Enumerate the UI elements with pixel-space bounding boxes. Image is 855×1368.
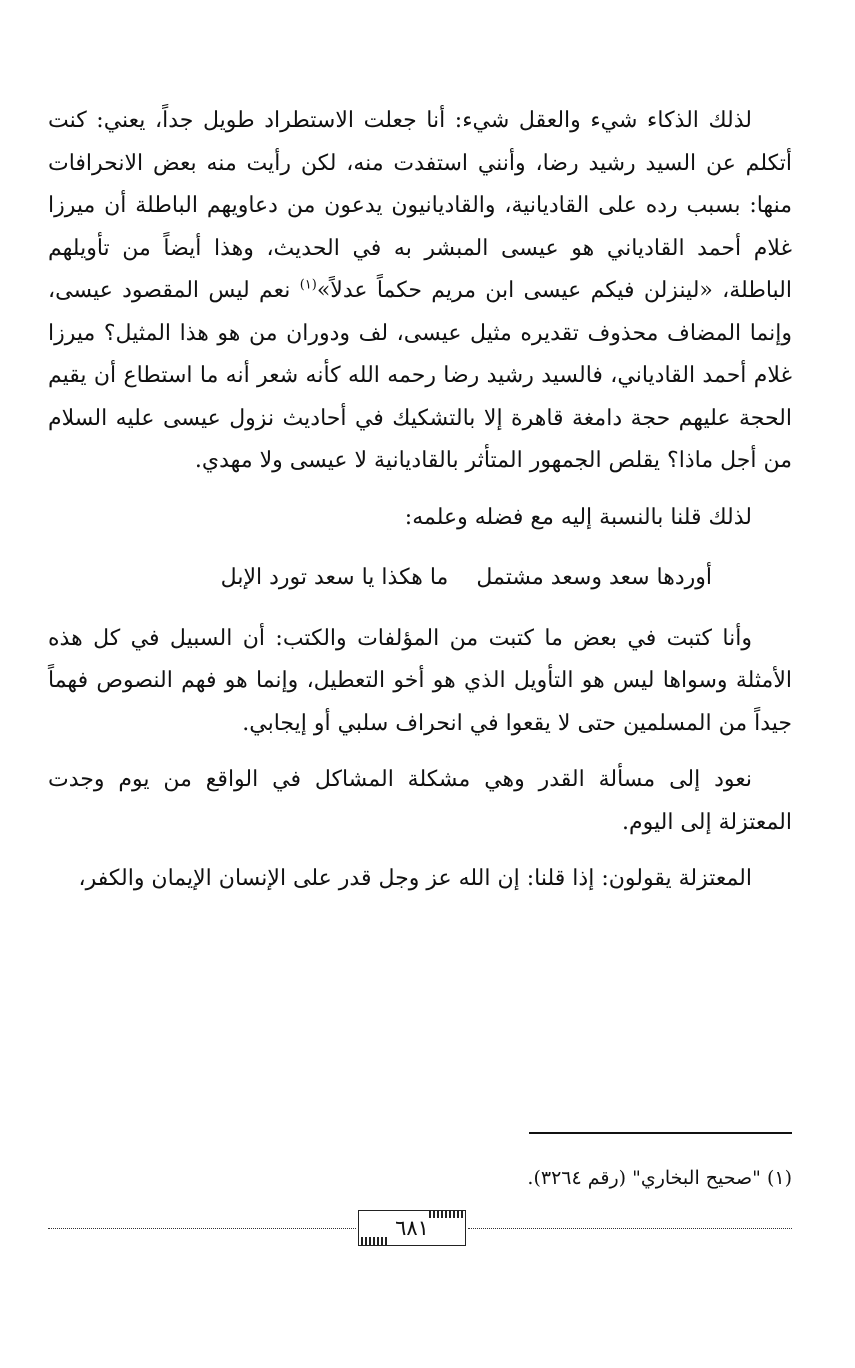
footnote: (١) "صحيح البخاري" (رقم ٣٢٦٤). — [527, 1167, 792, 1189]
paragraph-3: وأنا كتبت في بعض ما كتبت من المؤلفات والكتب: أن السبيل في كل هذه الأمثلة وسواها ليس هو التأويل الذي هو أخو التعطيل، وإنما هو فهم النصوص فهماً جيداً من المسلمين حتى لا يقعوا في انحراف سلبي أو إيجابي. — [48, 625, 792, 736]
page-body — [48, 100, 792, 901]
paragraph-5: المعتزلة يقولون: إذا قلنا: إن الله عز وجل قدر على الإنسان الإيمان والكفر، — [78, 866, 752, 891]
paragraph-1-continued: نعم ليس المقصود عيسى، وإنما المضاف محذوف تقديره مثيل عيسى، لف ودوران من هو هذا المثيل؟ ميرزا غلام أحمد القادياني، فالسيد رشيد رضا رحمه الله كأنه شعر أنه ما استطاع أن يقيم الحجة عليهم حجة دامغة قاهرة إلا بالتشكيك في أحاديث نزول عيسى عليه السلام من أجل ماذا؟ يقلص الجمهور المتأثر بالقاديانية لا عيسى ولا مهدي. — [48, 278, 792, 473]
verse-first-hemistich: أوردها سعد وسعد مشتمل — [476, 565, 712, 590]
page-number: ٦٨١ — [395, 1216, 429, 1240]
footnote-divider — [529, 1132, 792, 1134]
poetry-verse — [48, 557, 792, 600]
footer-dotted-rule-right — [468, 1228, 792, 1229]
footer-dotted-rule-left — [48, 1228, 356, 1229]
paragraph-4: نعود إلى مسألة القدر وهي مشكلة المشاكل في الواقع من يوم وجدت المعتزلة إلى اليوم. — [48, 767, 792, 835]
paragraph-1 — [48, 100, 792, 483]
page-footer — [48, 1210, 792, 1250]
footnote-reference: (١) — [299, 277, 317, 293]
page-number-frame — [358, 1210, 466, 1246]
verse-second-hemistich: ما هكذا يا سعد تورد الإبل — [220, 565, 449, 590]
paragraph-1-text: لذلك الذكاء شيء والعقل شيء: أنا جعلت الاستطراد طويل جداً، يعني: كنت أتكلم عن السيد رشيد رضا، وأنني استفدت منه، لكن رأيت منه بعض الانحرافات منها: بسبب رده على القاديانية، والقاديانيون يدعون من دعاويهم الباطلة أن ميرزا غلام أحمد القادياني هو عيسى المبشر به في الحديث، وهذا أيضاً من تأويلهم الباطلة، «لينزلن فيكم عيسى ابن مريم حكماً عدلاً» — [48, 108, 792, 303]
paragraph-2: لذلك قلنا بالنسبة إليه مع فضله وعلمه: — [404, 504, 752, 530]
